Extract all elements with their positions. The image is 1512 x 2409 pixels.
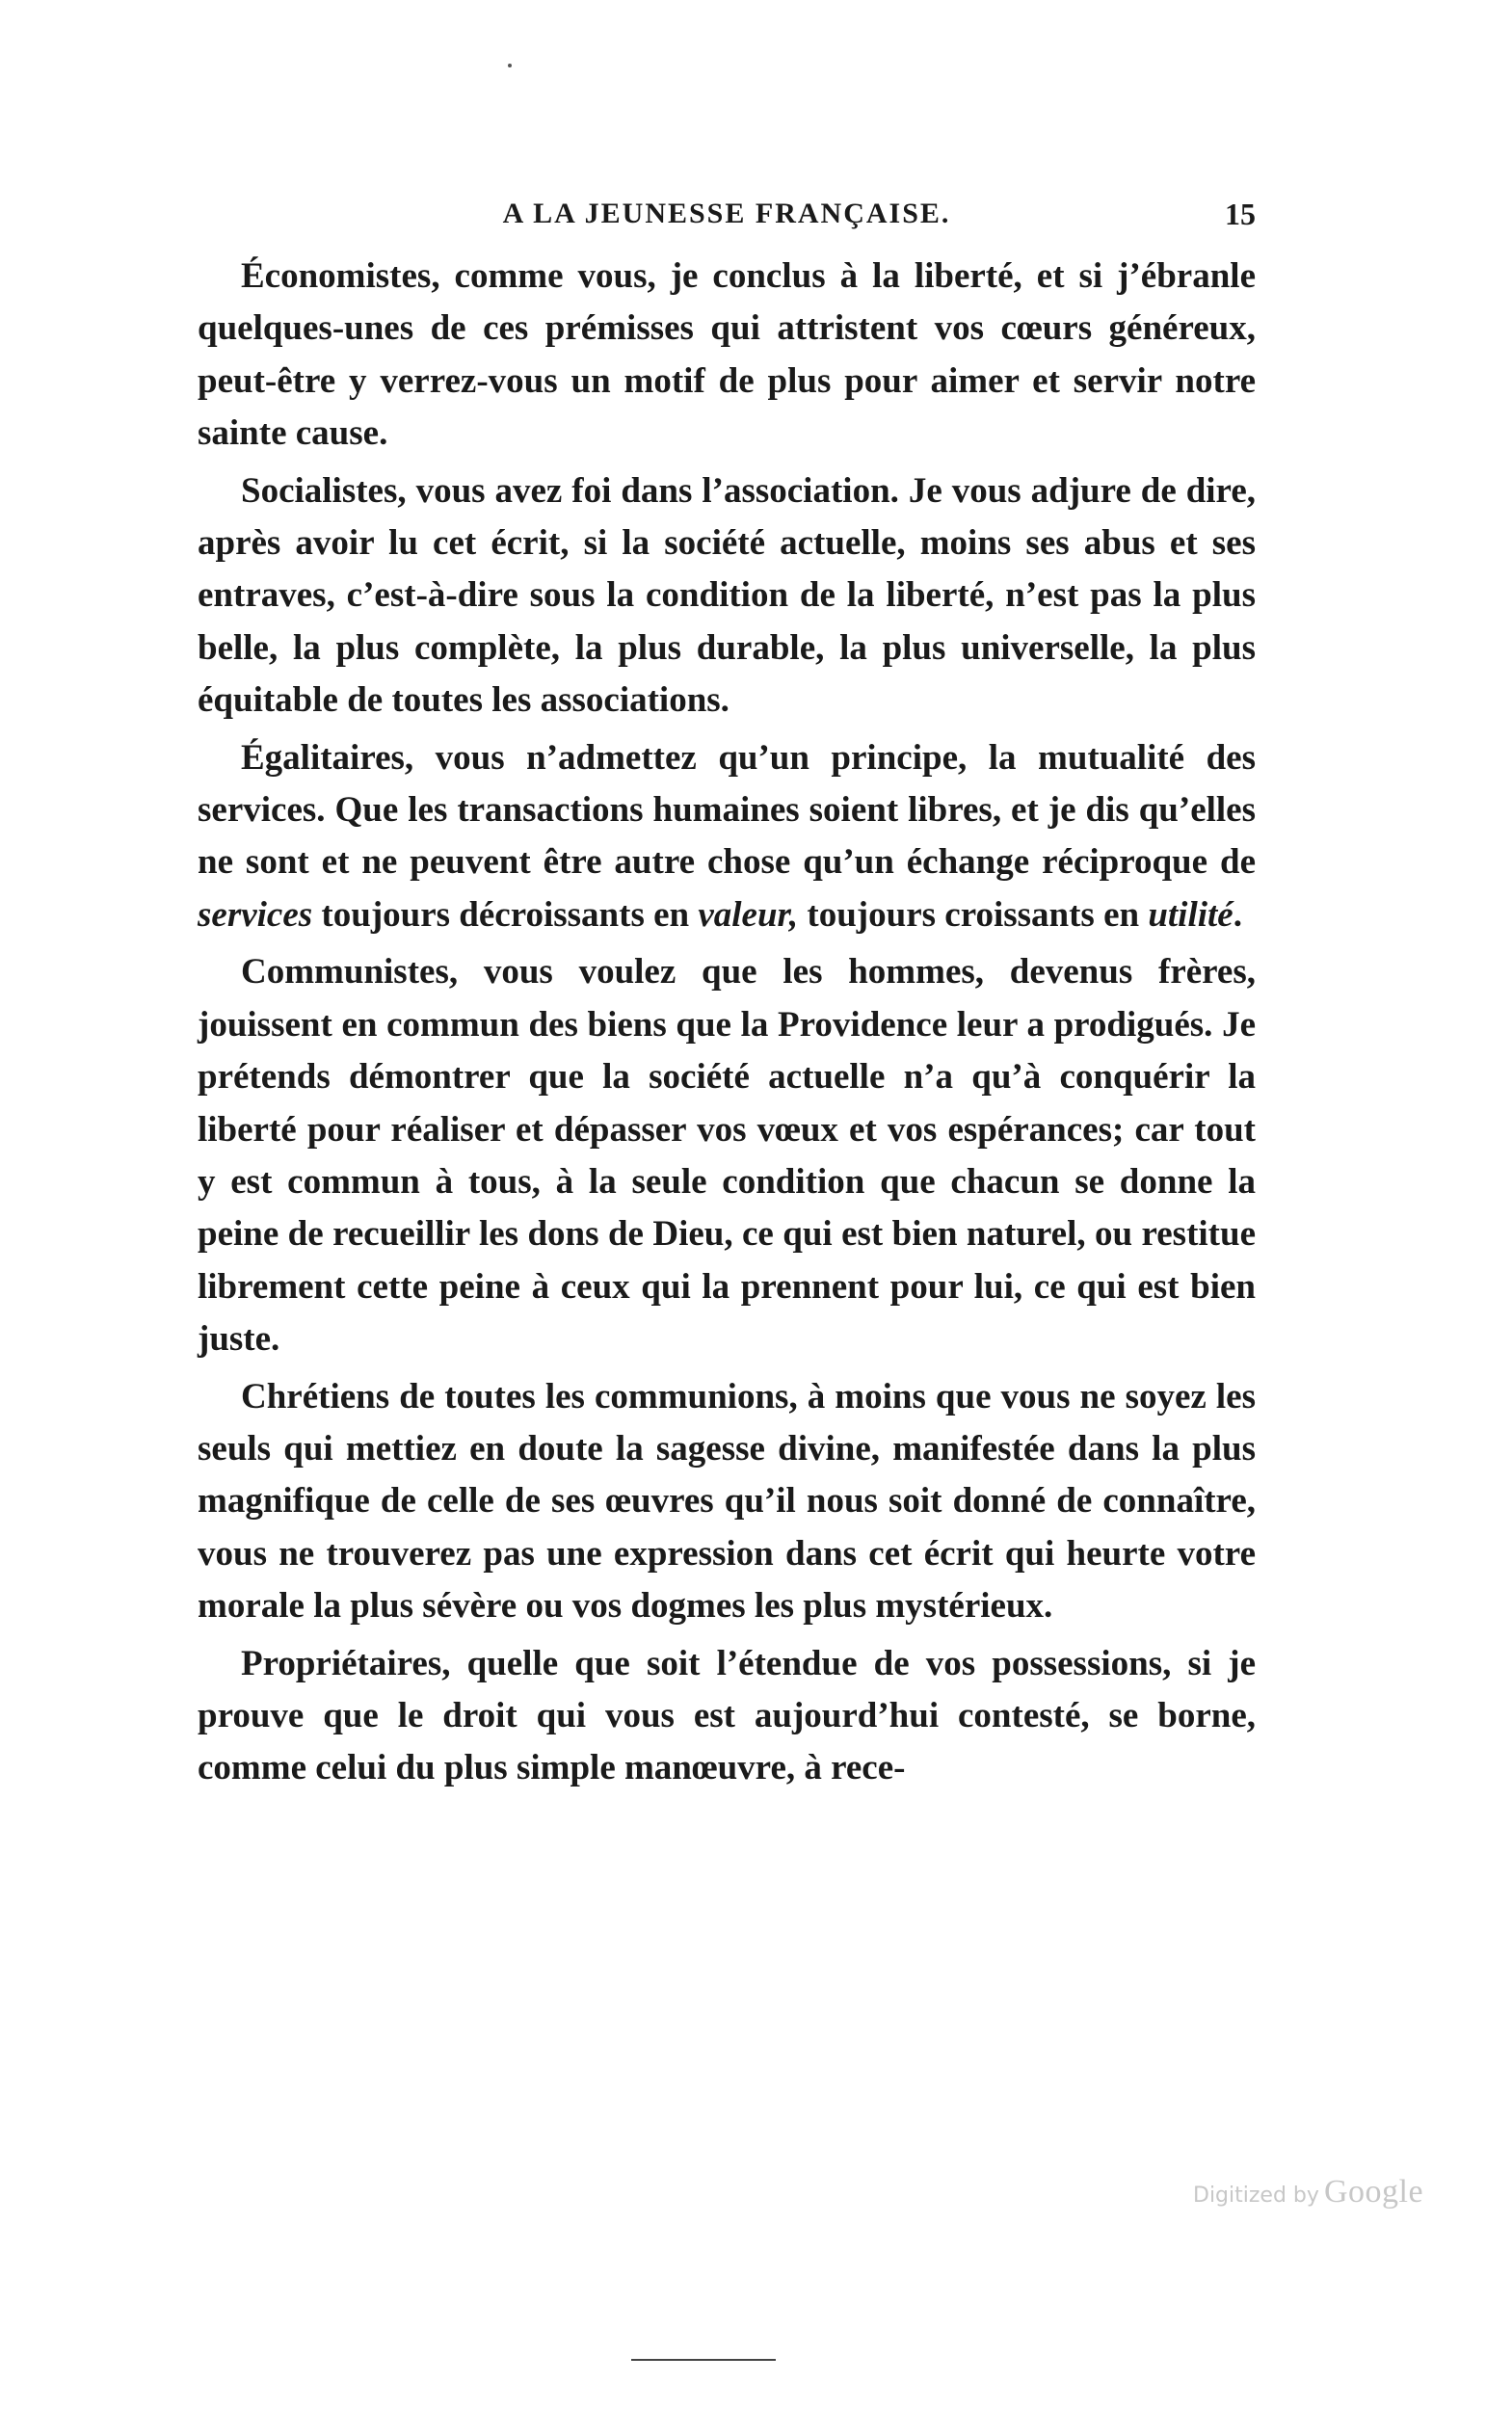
paragraph-proprietaires <box>198 1638 1256 1795</box>
paragraph-text: Économistes, comme vous, je conclus à la liberté, et si j’ébranle quelques-unes de ces prémisses qui attristent vos cœurs généreux, peut-être y verrez-vous un motif de plus pour aimer et servir notre sainte cause. <box>198 256 1256 454</box>
text-body <box>198 251 1256 1800</box>
paragraph-chretiens <box>198 1371 1256 1633</box>
bottom-rule <box>631 2359 776 2361</box>
paragraph-text: toujours décroissants en <box>312 894 699 935</box>
page-number: 15 <box>1225 197 1256 231</box>
italic-term-services: services <box>198 894 313 935</box>
paragraph-text: toujours croissants en <box>798 894 1149 935</box>
digitized-watermark <box>1193 2174 1423 2210</box>
paragraph-egalitaires <box>198 732 1256 942</box>
italic-term-utilite: utilité <box>1148 894 1233 935</box>
paragraph-text: . <box>1233 894 1242 935</box>
watermark-brand: Google <box>1324 2174 1424 2210</box>
paragraph-economistes <box>198 251 1256 461</box>
paragraph-text: Socialistes, vous avez foi dans l’association. Je vous adjure de dire, après avoir lu cet écrit, si la société actuelle, moins ses abus et ses entraves, c’est-à-dire sous la condition de la liberté, n’est pas la plus belle, la plus complète, la plus durable, la plus universelle, la plus équitable de toutes les associations. <box>198 470 1256 721</box>
paragraph-text: Communistes, vous voulez que les hommes, devenus frères, jouissent en commun des biens que la Providence leur a prodigués. Je prétends démontrer que la société actuelle n’a qu’à conquérir la liberté pour réaliser et dépasser vos vœux et vos espérances; car tout y est commun à tous, à la seule condition que chacun se donne la peine de recueillir les dons de Dieu, ce qui est bien naturel, ou restitue librement cette peine à ceux qui la prennent pour lui, ce qui est bien juste. <box>198 952 1256 1360</box>
paragraph-communistes <box>198 946 1256 1365</box>
running-header <box>198 190 1256 238</box>
watermark-prefix: Digitized by <box>1193 2184 1319 2208</box>
paragraph-socialistes <box>198 465 1256 728</box>
paragraph-text: Égalitaires, vous n’admettez qu’un principe, la mutualité des services. Que les transactions humaines soient libres, et je dis qu’elles ne sont et ne peuvent être autre chose qu’un échange réciproque de <box>198 737 1256 883</box>
running-title: A LA JEUNESSE FRANÇAISE. <box>502 198 951 229</box>
paragraph-text: Chrétiens de toutes les communions, à moins que vous ne soyez les seuls qui mettiez en doute la sagesse divine, manifestée dans la plus magnifique de celle de ses œuvres qu’il nous soit donné de connaître, vous ne trouverez pas une expression dans cet écrit qui heurte votre morale la plus sévère ou vos dogmes les plus mystérieux. <box>198 1376 1256 1627</box>
italic-term-valeur: valeur, <box>698 894 799 935</box>
paragraph-text: Propriétaires, quelle que soit l’étendue de vos possessions, si je prouve que le droit qui vous est aujourd’hui contesté, se borne, comme celui du plus simple manœuvre, à rece- <box>198 1643 1256 1788</box>
print-speck <box>508 64 512 67</box>
